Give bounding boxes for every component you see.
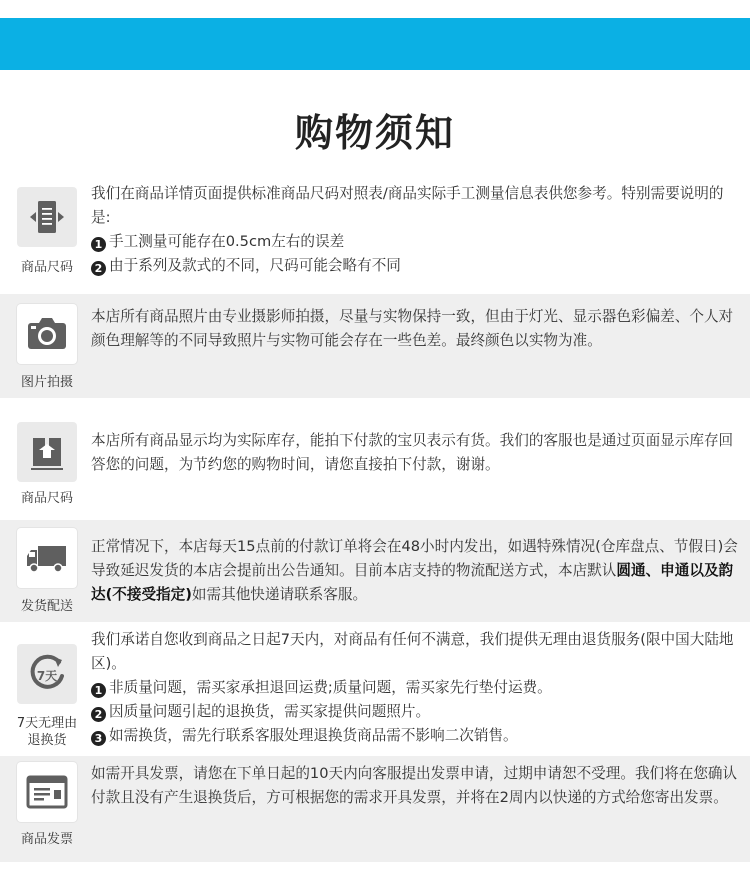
list-item xyxy=(91,230,739,254)
section-text xyxy=(91,535,739,607)
section-text xyxy=(91,305,739,353)
list-item-text: 如需换货，需先行联系客服处理退换货商品需不影响二次销售。 xyxy=(109,727,518,744)
page-title: 购物须知 xyxy=(294,111,455,155)
number-badge: 3 xyxy=(91,731,106,746)
section-label: 图片拍摄 xyxy=(20,375,73,390)
section-invoice xyxy=(0,756,750,862)
list-item-text: 非质量问题，需买家承担退回运费;质量问题，需买家先行垫付运费。 xyxy=(109,679,552,696)
section-text xyxy=(91,762,739,810)
number-badge: 2 xyxy=(91,261,106,276)
delivery-truck-icon xyxy=(17,528,77,588)
ruler-size-icon xyxy=(17,187,77,247)
number-badge: 1 xyxy=(91,683,106,698)
section-text xyxy=(91,429,739,477)
section-returns xyxy=(0,624,750,752)
section-label: 商品尺码 xyxy=(20,260,73,275)
label-line: 退换货 xyxy=(27,733,67,748)
section-intro: 我们承诺自您收到商品之日起7天内，对商品有任何不满意，我们提供无理由退货服务(限中国大陆地区)。 xyxy=(91,631,734,672)
camera-icon xyxy=(17,304,77,364)
section-label xyxy=(6,715,88,749)
section-intro: 本店所有商品照片由专业摄影师拍摄，尽量与实物保持一致，但由于灯光、显示器色彩偏差、个人对颜色理解等的不同导致照片与实物可能会存在一些色差。最终颜色以实物为准。 xyxy=(91,308,734,349)
section-photography xyxy=(0,294,750,398)
carrier-highlight: 圆通、申通以及韵达(不接受指定) xyxy=(91,562,734,603)
section-text xyxy=(91,628,739,748)
seven-day-icon-text: 7天 xyxy=(36,669,58,683)
number-badge: 2 xyxy=(91,707,106,722)
section-label: 商品尺码 xyxy=(20,491,73,506)
list-item-text: 手工测量可能存在0.5cm左右的误差 xyxy=(109,233,345,250)
list-item xyxy=(91,724,739,748)
intro-text: 正常情况下，本店每天15点前的付款订单将会在48小时内发出，如遇特殊情况(仓库盘点、节假日)会导致延迟发货的本店会提前出公告通知。目前本店支持的物流配送方式，本店默认 xyxy=(91,538,738,579)
section-intro: 本店所有商品显示均为实际库存，能拍下付款的宝贝表示有货。我们的客服也是通过页面显示库存回答您的问题，为节约您的购物时间，请您直接拍下付款，谢谢。 xyxy=(91,432,734,473)
section-intro: 如需开具发票，请您在下单日起的10天内向客服提出发票申请，过期申请恕不受理。我们将在您确认付款且没有产生退换货后，方可根据您的需求开具发票，并将在2周内以快递的方式给您寄出发票。 xyxy=(91,765,738,806)
section-text xyxy=(91,182,739,278)
list-item xyxy=(91,254,739,278)
list-item xyxy=(91,676,739,700)
label-line: 7天无理由 xyxy=(16,716,78,731)
section-size-chart xyxy=(0,178,750,286)
section-label: 商品发票 xyxy=(20,832,73,847)
section-intro xyxy=(91,535,739,607)
package-icon xyxy=(17,422,77,482)
list-item-text: 由于系列及款式的不同，尺码可能会略有不同 xyxy=(109,257,401,274)
number-badge: 1 xyxy=(91,237,106,252)
list-item-text: 因质量问题引起的退换货，需买家提供问题照片。 xyxy=(109,703,431,720)
list-item xyxy=(91,700,739,724)
invoice-icon xyxy=(17,762,77,822)
section-intro: 我们在商品详情页面提供标准商品尺码对照表/商品实际手工测量信息表供您参考。特别需要说明的是: xyxy=(91,185,724,226)
intro-text: 如需其他快递请联系客服。 xyxy=(191,586,368,603)
section-stock xyxy=(0,408,750,514)
top-banner-bar xyxy=(0,18,750,70)
section-label: 发货配送 xyxy=(20,599,73,614)
seven-day-return-icon xyxy=(17,644,77,704)
section-shipping xyxy=(0,520,750,622)
